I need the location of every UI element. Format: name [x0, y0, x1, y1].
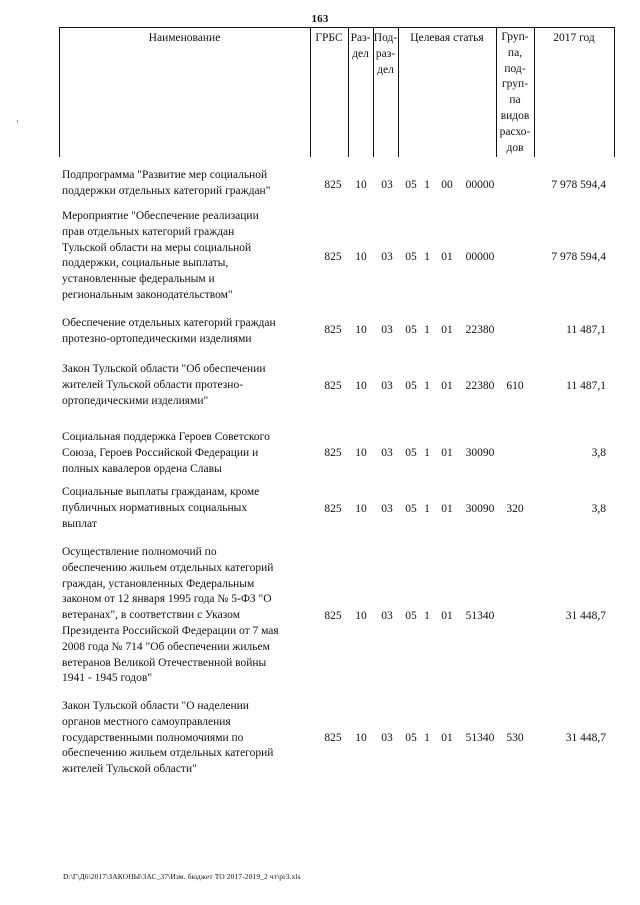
row-podrazdel: 03	[381, 447, 393, 459]
row-target-direction: 22380	[465, 380, 495, 392]
row-target-subprogram: 1	[424, 732, 430, 744]
header-podrazdel: Под- раз- дел	[373, 32, 398, 76]
row-name: Мероприятие "Обеспечение реализации прав отдельных категорий граждан Тульской области на меры социальной поддержки, социальные выплаты, установленные федеральным и региональным законодательством"	[62, 210, 259, 301]
row-grbs: 825	[324, 503, 342, 515]
row-podrazdel: 03	[381, 251, 393, 263]
row-target-event: 01	[441, 251, 453, 263]
row-name: Осуществление полномочий по обеспечению жильем отдельных категорий граждан, установленных Федеральным законом от 12 января 1995 года № 5-ФЗ "О ветеранах", в соответствии с Указом Президента Российской Федерации от 7 мая 2008 года № 714 "Об обеспечении жильем ветеранов Великой Отечественной войны 1941 - 1945 годов"	[62, 546, 279, 685]
row-sum-2017: 11 487,1	[566, 324, 606, 336]
row-target-subprogram: 1	[424, 251, 430, 263]
row-target-program: 05	[405, 732, 417, 744]
row-sum-2017: 31 448,7	[565, 610, 606, 622]
scan-mark	[17, 120, 18, 123]
row-target-program: 05	[405, 251, 417, 263]
row-razdel: 10	[355, 610, 367, 622]
row-name: Закон Тульской области "О наделении органов местного самоуправления государственными полномочиями по обеспечению жильем отдельных категорий жителей Тульской области"	[62, 700, 274, 776]
row-target-program: 05	[405, 610, 417, 622]
row-grbs: 825	[324, 251, 342, 263]
row-name: Социальные выплаты гражданам, кроме публичных нормативных социальных выплат	[62, 486, 260, 530]
header-border	[534, 27, 535, 157]
row-expense-type: 610	[506, 380, 524, 392]
row-target-subprogram: 1	[424, 380, 430, 392]
table-header	[59, 27, 615, 157]
header-border	[614, 27, 615, 157]
row-target-program: 05	[405, 179, 417, 191]
row-sum-2017: 7 978 594,4	[551, 251, 606, 263]
row-grbs: 825	[324, 324, 342, 336]
row-expense-type: 530	[506, 732, 524, 744]
header-target: Целевая статья	[410, 32, 484, 44]
header-year: 2017 год	[553, 32, 595, 44]
file-path-footer: D:\Г\Д6\2017\ЗАКОНЫ\ЗАС_37\Изм. бюджет ТО 2017-2019_2 чт\pr3.xls	[63, 872, 301, 881]
row-podrazdel: 03	[381, 179, 393, 191]
row-target-direction: 00000	[465, 179, 495, 191]
row-name: Социальная поддержка Героев Советского Союза, Героев Российской Федерации и полных кавалеров ордена Славы	[62, 431, 270, 475]
row-target-event: 01	[441, 324, 453, 336]
row-target-direction: 22380	[465, 324, 495, 336]
row-razdel: 10	[355, 732, 367, 744]
row-target-direction: 51340	[465, 610, 495, 622]
row-target-subprogram: 1	[424, 503, 430, 515]
row-target-program: 05	[405, 503, 417, 515]
row-target-event: 01	[441, 732, 453, 744]
row-target-subprogram: 1	[424, 324, 430, 336]
row-target-direction: 51340	[465, 732, 495, 744]
row-grbs: 825	[324, 380, 342, 392]
page-number: 163	[311, 13, 329, 25]
row-podrazdel: 03	[381, 610, 393, 622]
row-target-direction: 30090	[465, 447, 495, 459]
row-target-direction: 00000	[465, 251, 495, 263]
row-expense-type: 320	[506, 503, 524, 515]
row-podrazdel: 03	[381, 380, 393, 392]
row-razdel: 10	[355, 380, 367, 392]
row-target-event: 01	[441, 610, 453, 622]
row-target-event: 01	[441, 503, 453, 515]
row-sum-2017: 7 978 594,4	[551, 179, 606, 191]
header-border	[310, 27, 311, 157]
row-razdel: 10	[355, 324, 367, 336]
row-target-program: 05	[405, 447, 417, 459]
row-sum-2017: 31 448,7	[565, 732, 606, 744]
row-target-subprogram: 1	[424, 179, 430, 191]
header-top-border	[59, 27, 615, 28]
row-name: Обеспечение отдельных категорий граждан протезно-ортопедическими изделиями	[62, 317, 276, 345]
row-razdel: 10	[355, 179, 367, 191]
row-name: Закон Тульской области "Об обеспечении жителей Тульской области протезно- ортопедическими изделиями"	[62, 363, 266, 407]
row-target-subprogram: 1	[424, 610, 430, 622]
header-name: Наименование	[148, 32, 221, 44]
row-grbs: 825	[324, 179, 342, 191]
row-podrazdel: 03	[381, 732, 393, 744]
row-target-direction: 30090	[465, 503, 495, 515]
row-sum-2017: 3,8	[591, 503, 606, 515]
header-razdel: Раз- дел	[350, 32, 371, 60]
header-border	[59, 27, 60, 157]
row-name: Подпрограмма "Развитие мер социальной поддержки отдельных категорий граждан"	[62, 169, 271, 197]
row-sum-2017: 11 487,1	[566, 380, 606, 392]
row-grbs: 825	[324, 732, 342, 744]
row-target-program: 05	[405, 380, 417, 392]
row-sum-2017: 3,8	[591, 447, 606, 459]
row-grbs: 825	[324, 447, 342, 459]
row-razdel: 10	[355, 251, 367, 263]
row-target-event: 01	[441, 380, 453, 392]
header-grbs: ГРБС	[315, 32, 343, 44]
row-grbs: 825	[324, 610, 342, 622]
row-razdel: 10	[355, 447, 367, 459]
row-podrazdel: 03	[381, 503, 393, 515]
header-group: Груп- па, под- груп- па видов расхо- дов	[499, 31, 531, 154]
row-razdel: 10	[355, 503, 367, 515]
row-podrazdel: 03	[381, 324, 393, 336]
row-target-subprogram: 1	[424, 447, 430, 459]
row-target-program: 05	[405, 324, 417, 336]
header-border	[398, 27, 399, 157]
row-target-event: 01	[441, 447, 453, 459]
row-target-event: 00	[441, 179, 453, 191]
